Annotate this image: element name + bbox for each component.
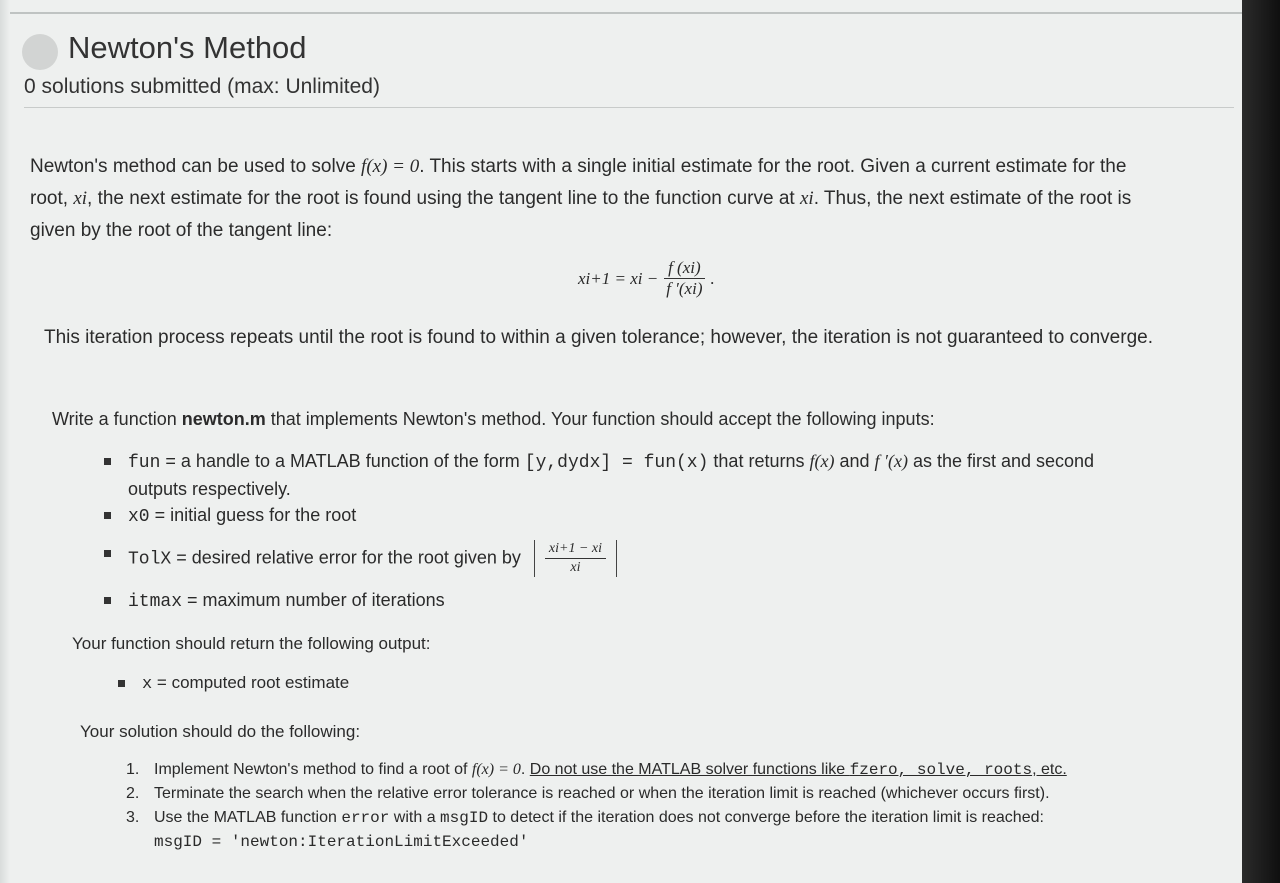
step-3: 3. Use the MATLAB function error with a msgID to detect if the iteration does not converge before the iteration limit is reached: msgID = 'newton:IterationLimitExceeded' xyxy=(126,809,1044,851)
task-lead: Write a function newton.m that implements Newton's method. Your function should accept the following inputs: xyxy=(52,409,935,429)
top-divider xyxy=(0,12,1280,14)
inputs-list xyxy=(104,448,1204,615)
intro-paragraph xyxy=(30,151,1210,247)
relative-error-expression: $\frac{xi+1 - xi}{xi}$ xyxy=(534,540,617,577)
step-1: 1. Implement Newton's method to find a root of f(x) = 0. Do not use the MATLAB solver functions like fzero, solve, roots, etc. xyxy=(126,761,1067,779)
problem-status-icon xyxy=(22,34,58,70)
input-x0: x0 = initial guess for the root xyxy=(104,502,1204,530)
newton-formula: xi+1 = xi − $\frac{f (xi)}{f '(xi)}$ . xyxy=(578,258,715,298)
input-fun: fun = a handle to a MATLAB function of the form [y,dydx] = fun(x) that returns f(x) and f ′(x) as the first and second outputs respectively. xyxy=(104,448,1204,502)
intro-line-1: Newton's method can be used to solve f(x) = 0. This starts with a single initial estimate for the root. Given a current estimate for the xyxy=(30,156,1127,177)
monitor-bezel xyxy=(1242,0,1280,883)
intro-line-2: root, xi, the next estimate for the root is found using the tangent line to the function curve at xi. Thus, the next estimate of the root is xyxy=(30,188,1132,209)
left-edge-shade xyxy=(0,0,10,883)
submission-count: 0 solutions submitted (max: Unlimited) xyxy=(24,75,380,98)
function-name: newton.m xyxy=(181,409,266,429)
iteration-note: This iteration process repeats until the root is found to within a given tolerance; however, the iteration is not guaranteed to converge. xyxy=(44,327,1153,348)
step-2: 2. Terminate the search when the relative error tolerance is reached or when the iteration limit is reached (whichever occurs first). xyxy=(126,785,1050,802)
solution-lead: Your solution should do the following: xyxy=(80,722,361,741)
msgid-code: msgID = 'newton:IterationLimitExceeded' xyxy=(154,833,529,851)
output-lead: Your function should return the following output: xyxy=(72,634,431,653)
outputs-list xyxy=(118,670,1018,698)
formula-fraction: $\frac{f (xi)}{f '(xi)}$ xyxy=(662,258,706,299)
solver-restriction-note: Do not use the MATLAB solver functions like fzero, solve, roots, etc. xyxy=(529,761,1067,779)
output-x: x = computed root estimate xyxy=(118,670,1018,698)
intro-line-3: given by the root of the tangent line: xyxy=(30,220,333,241)
input-itmax: itmax = maximum number of iterations xyxy=(104,587,1204,615)
page-title: Newton's Method xyxy=(68,30,307,65)
solution-steps xyxy=(126,758,1226,854)
input-tolx: TolX = desired relative error for the root given by $\frac{xi+1 - xi}{xi}$ xyxy=(104,540,1204,577)
equation-inline: f(x) = 0 xyxy=(361,156,420,177)
header-divider xyxy=(24,107,1234,108)
